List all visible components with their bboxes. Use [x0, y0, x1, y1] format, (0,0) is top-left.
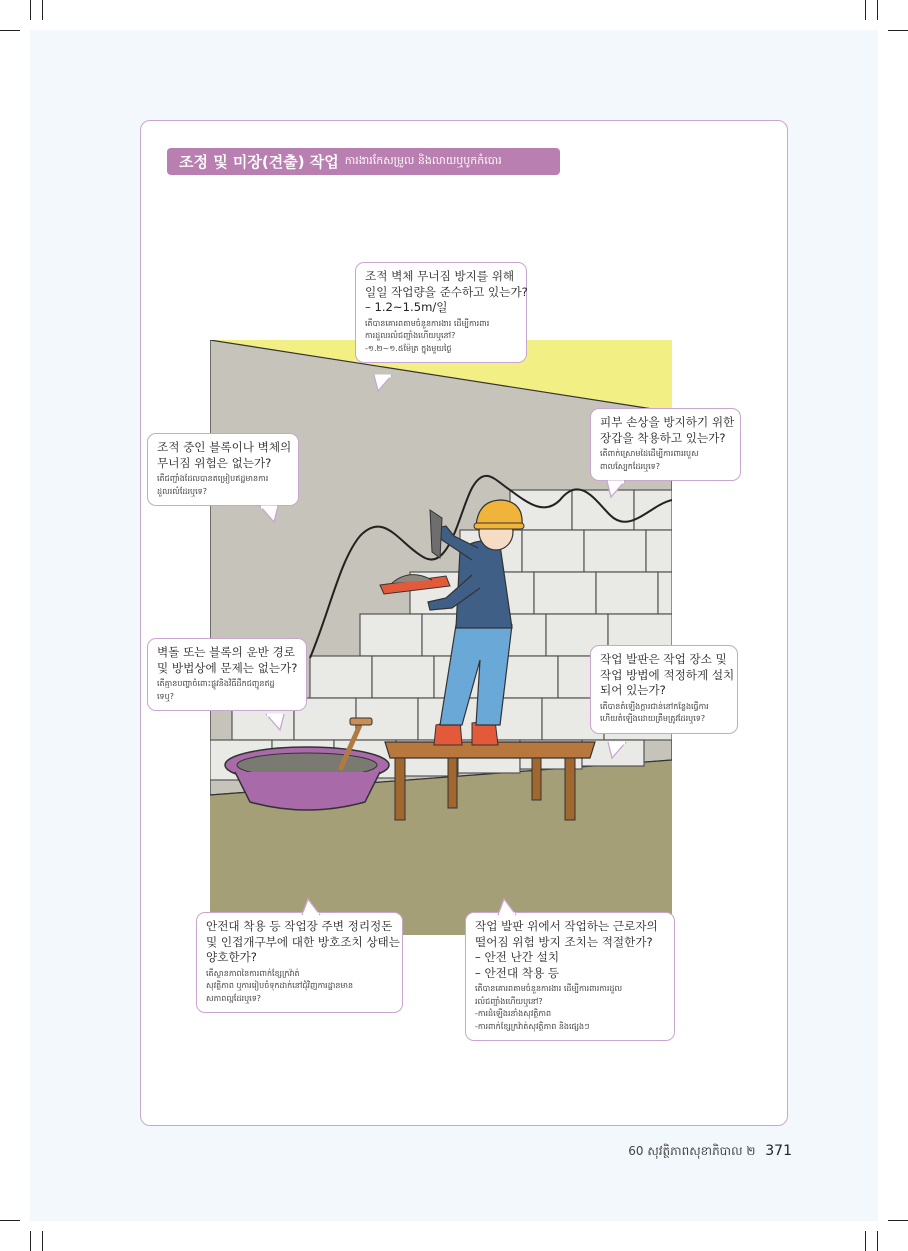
bubble-ko-line: 조적 벽체 무너짐 방지를 위해 — [365, 269, 515, 283]
bubble-ko-line: 작업 발판 위에서 작업하는 근로자의 — [475, 919, 658, 933]
bubble-ko-line: 장갑을 착용하고 있는가? — [600, 430, 726, 445]
bubble-ko-line: 떨어짐 위험 방지 조치는 적절한가? — [475, 934, 653, 949]
bubble-ko-line: 조적 중인 블록이나 벽체의 — [157, 440, 292, 454]
bubble-ko-line: 벽돌 또는 블록의 운반 경로 — [157, 645, 295, 659]
crop-mark — [888, 30, 908, 31]
crop-mark — [42, 0, 43, 20]
section-title-bar — [167, 148, 560, 175]
section-title-korean: 조정 및 미장(견출) 작업 — [179, 153, 339, 171]
bubble-km-line: តើបានគោរពតាមចំនួនការងារ ដើម្បីការពារ — [365, 318, 490, 328]
bubble-ko-line: 피부 손상을 방지하기 위한 — [600, 415, 735, 429]
bubble-ko-line: 작업 방법에 적정하게 설치 — [600, 667, 735, 682]
bubble-tail — [605, 481, 629, 499]
bubble-km-line: តើពាក់ស្រោមដៃដើម្បីការពាររបួស — [600, 449, 699, 458]
bubble-tail — [264, 714, 288, 732]
crop-mark — [42, 1231, 43, 1251]
bubble-tail — [372, 375, 396, 393]
bubble-km-line: រលំជញ្ជាំងហើយឬនៅ? — [475, 996, 543, 1006]
footer-book-title: 60 សុវត្ថិភាពសុខាភិបាល ២ — [628, 1144, 756, 1158]
bubble-scaffold-installation — [590, 645, 738, 734]
crop-mark — [877, 1231, 878, 1251]
crop-mark — [0, 1220, 20, 1221]
bubble-fall-prevention — [465, 912, 675, 1041]
bubble-tail — [606, 742, 630, 760]
bubble-km-line: តើបានតំឡើងក្តារជាន់នៅកន្លែងធ្វើការ — [600, 701, 709, 711]
bubble-km-line: តើបានគោរពតាមចំនួនការងារ ដើម្បីការពារការដួល — [475, 984, 623, 993]
bubble-km-line: សភាពល្អដែរឬទេ? — [206, 993, 262, 1003]
bubble-km-line: តើគ្មានបញ្ហាចំពោះផ្លូវនិងវិធីដឹកជញ្ជូនឥដ្ឋ — [157, 679, 275, 688]
bubble-km-line: សុវត្ថិភាព ឬការរៀបចំទុកដាក់នៅជុំវិញការដ្ឋានមាន — [206, 981, 354, 990]
bubble-tail — [496, 899, 520, 917]
bubble-wall-collapse — [147, 433, 299, 506]
crop-mark — [30, 0, 31, 20]
bubble-ko-line: 작업 발판은 작업 장소 및 — [600, 652, 727, 666]
bubble-ko-line: 및 인접개구부에 대한 방호조치 상태는 — [206, 934, 400, 949]
bubble-transport-route — [147, 638, 307, 711]
crop-mark — [877, 0, 878, 20]
page-number: 371 — [765, 1143, 792, 1159]
bubble-km-line: ដួលរលំដែរឬទេ? — [157, 486, 207, 496]
section-title-khmer: ការងារកែសម្រួល និងលាយឬបូកកំបោរ — [344, 153, 502, 167]
bubble-site-safety — [196, 912, 403, 1013]
crop-mark — [30, 1231, 31, 1251]
bubble-ko-line: 일일 작업량을 준수하고 있는가? — [365, 284, 528, 299]
bubble-ko-line: – 안전 난간 설치 — [475, 950, 560, 964]
bubble-ko-line: 무너짐 위험은 없는가? — [157, 455, 272, 470]
bubble-ko-line: 되어 있는가? — [600, 683, 666, 697]
bubble-km-line: ការដួលរលំជញ្ជាំងហើយឬនៅ? — [365, 331, 456, 340]
bubble-tail — [300, 899, 324, 917]
bubble-ko-line: – 안전대 착용 등 — [475, 965, 560, 980]
bubble-km-line: ហើយតំឡើងដោយត្រឹមត្រូវដែរឬទេ? — [600, 714, 706, 723]
crop-mark — [865, 1231, 866, 1251]
bubble-tail — [258, 506, 282, 524]
bubble-km-line: -ការពាក់ខ្សែក្រវ៉ាត់សុវត្ថិភាព និងផ្សេងៗ — [475, 1021, 590, 1031]
crop-mark — [888, 1220, 908, 1221]
bubble-ko-line: 안전대 착용 등 작업장 주변 정리정돈 — [206, 919, 393, 933]
bubble-ko-line: 양호한가? — [206, 950, 257, 964]
page-footer — [628, 1143, 792, 1161]
bubble-km-line: ទេឬ? — [157, 691, 174, 701]
crop-mark — [865, 0, 866, 20]
bubble-km-line: -ការដំឡើងរនាំងសុវត្ថិភាព — [475, 1009, 552, 1018]
bubble-km-line: ពាលស្បែកដែរឬទេ? — [600, 461, 660, 471]
bubble-km-line: តើស្ថានភាពនៃការពាក់ខ្សែក្រវ៉ាត់ — [206, 968, 300, 978]
bubble-gloves — [590, 408, 741, 481]
bubble-km-line: -១.២~១.៥ម៉ែត្រ ក្នុងមួយថ្ងៃ — [365, 343, 452, 353]
crop-mark — [0, 30, 20, 31]
bubble-ko-line: – 1.2~1.5m/일 — [365, 300, 448, 314]
bubble-ko-line: 및 방법상에 문제는 없는가? — [157, 660, 298, 675]
bubble-daily-work-limit — [355, 262, 527, 363]
bubble-km-line: តើជញ្ជាំងដែលបានតម្រៀបឥដ្ឋមានការ — [157, 474, 269, 483]
